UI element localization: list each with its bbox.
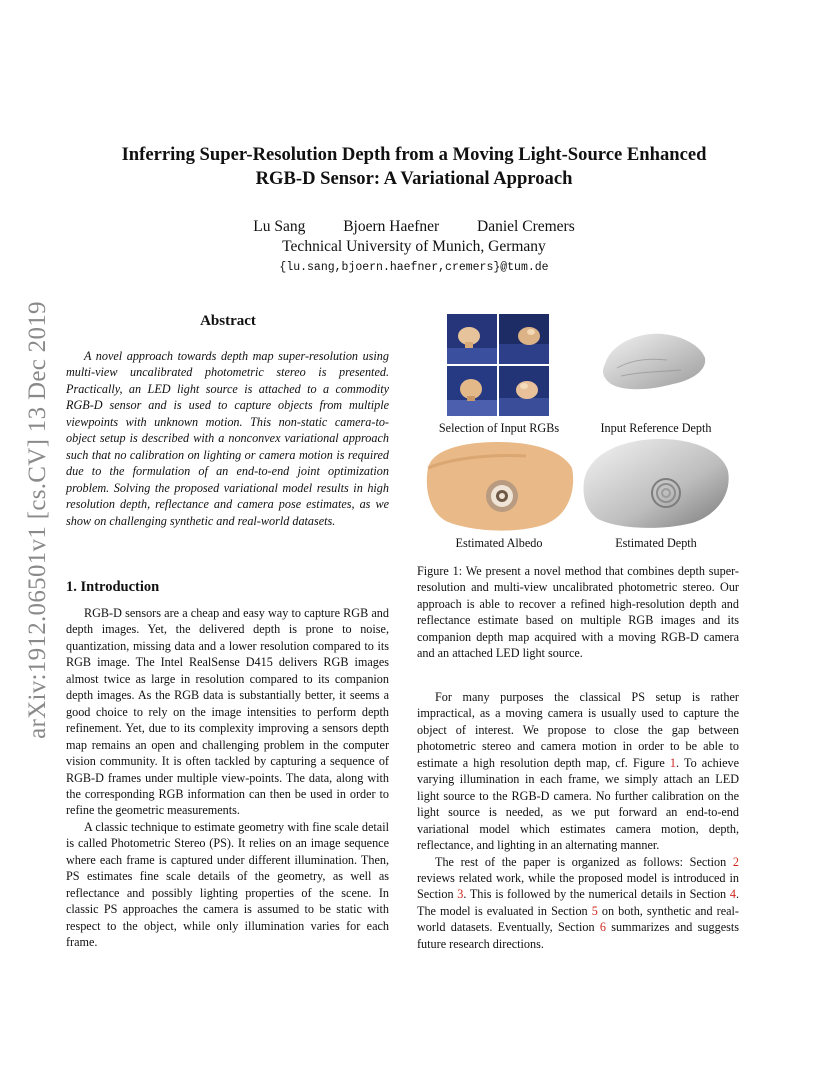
p4-text-b: reviews related work, while the proposed model is introduced in Section [417, 870, 739, 902]
p4-text-d: . The model is evaluated in Section [417, 887, 739, 918]
p3-text-a: For many purposes the classical PS setup is rather impractical, as a moving camera is usually used to capture the object of interest. We propose to close the gap between photometric stereo and camera motion in order to be able to estimate a high resolution depth map, cf. Figure [417, 690, 739, 770]
input-reference-depth-image [597, 330, 709, 394]
author-2: Bjoern Haefner [343, 218, 440, 235]
estimated-albedo-image [422, 438, 576, 534]
author-1: Lu Sang [253, 218, 306, 235]
intro-paragraph-2: A classic technique to estimate geometry with fine scale detail is called Photometric Stereo (PS). It relies on an image sequence where each frame is captured under different illumination. Then, PS estimates fine scale details of the geometry, as well as reflectance and possibly lighting properties of the scene. In classic PS approaches the camera is assumed to be static with respect to the object, while only illumination varies for each frame. [66, 819, 389, 950]
input-rgb-thumb-4 [499, 366, 549, 416]
arxiv-stamp [18, 280, 58, 760]
title-line-1: Inferring Super-Resolution Depth from a Moving Light-Source Enhanced [121, 144, 707, 165]
arxiv-id: arXiv:1912.06501v1 [cs.CV] 13 Dec 2019 [24, 301, 51, 739]
author-3: Daniel Cremers [477, 218, 575, 235]
affiliation: Technical University of Munich, Germany [282, 238, 546, 255]
abstract-heading: Abstract [200, 313, 256, 329]
figure-label-estimated-albedo: Estimated Albedo [455, 536, 543, 550]
section-6-link[interactable]: 6 [599, 920, 606, 935]
paper-title [60, 143, 768, 191]
section-heading-introduction: 1. Introduction [66, 579, 160, 595]
title-line-2: RGB-D Sensor: A Variational Approach [255, 168, 573, 189]
input-rgb-thumb-1 [447, 314, 497, 364]
figure-1-caption: Figure 1: We present a novel method that combines depth super-resolution and multi-view uncalibrated photometric stereo. Our approach is able to recover a refined high-resolution depth and reflectance estimate based on multiple RGB images and its companion depth map acquired with a moving RGB-D camera and an attached LED light source. [417, 564, 739, 661]
p4-text-c: . This is followed by the numerical details in Section [463, 887, 730, 902]
estimated-depth-image [580, 435, 732, 531]
figure-label-input-rgbs: Selection of Input RGBs [438, 421, 560, 435]
abstract-text: A novel approach towards depth map super-resolution using multi-view uncalibrated photometric stereo is presented. Practically, an LED light source is attached to a commodity RGB-D sensor and is used to capture objects from multiple viewpoints with unknown motion. This non-static camera-to-object setup is described with a nonconvex variational approach such that no calibration on lighting or camera motion is required due to the formulation of an end-to-end joint optimization problem. Solving the proposed variational model results in high resolution depth, reflectance and camera pose estimates, as we show on challenging synthetic and real-world datasets. [66, 349, 389, 528]
intro-paragraph-3 [417, 689, 739, 854]
section-4-link[interactable]: 4 [729, 887, 736, 902]
p4-text-e: on both, synthetic and real-world datasets. Eventually, Section [417, 903, 739, 935]
section-2-link[interactable]: 2 [732, 854, 739, 869]
input-rgb-thumb-3 [447, 366, 497, 416]
figure-label-reference-depth: Input Reference Depth [600, 421, 712, 435]
p4-text-a: The rest of the paper is organized as follows: Section [435, 854, 733, 869]
left-column-body [66, 605, 389, 951]
intro-paragraph-4 [417, 854, 739, 953]
figure-label-estimated-depth: Estimated Depth [615, 536, 697, 550]
author-list [60, 218, 768, 236]
p3-text-b: . To achieve varying illumination in each frame, we simply attach an LED light source to the RGB-D camera. No further calibration on the light source is needed, as we put forward an end-to-end variational model which estimates camera motion, depth, reflectance, and lighting in an alternating manner. [417, 755, 739, 853]
input-rgb-thumb-2 [499, 314, 549, 364]
section-5-link[interactable]: 5 [591, 903, 598, 918]
intro-paragraph-1: RGB-D sensors are a cheap and easy way to capture RGB and depth images. Yet, the delivered depth is prone to noise, quantization, missing data and a lower resolution compared to its RGB image. The Intel RealSense D415 delivers RGB images almost twice as large in resolution compared to its companion depth images. As the RGB data is substantially better, it seems a good choice to rely on the image intensities to perform depth refinement. Yet, due to its complexity improving a sensors depth map remains an open and challenging problem in the computer vision community. It is often tackled by capturing a sequence of RGB-D frames under multiple view-points. The data, along with the corresponding RGB information can then be used in order to refine the geometric measurements. [66, 606, 389, 818]
section-3-link[interactable]: 3 [457, 887, 464, 902]
right-column-body [417, 689, 739, 952]
figure-1-link[interactable]: 1 [669, 755, 677, 770]
author-emails: {lu.sang,bjoern.haefner,cremers}@tum.de [279, 261, 549, 274]
p4-text-f: summarizes and suggests future research directions. [417, 920, 739, 951]
